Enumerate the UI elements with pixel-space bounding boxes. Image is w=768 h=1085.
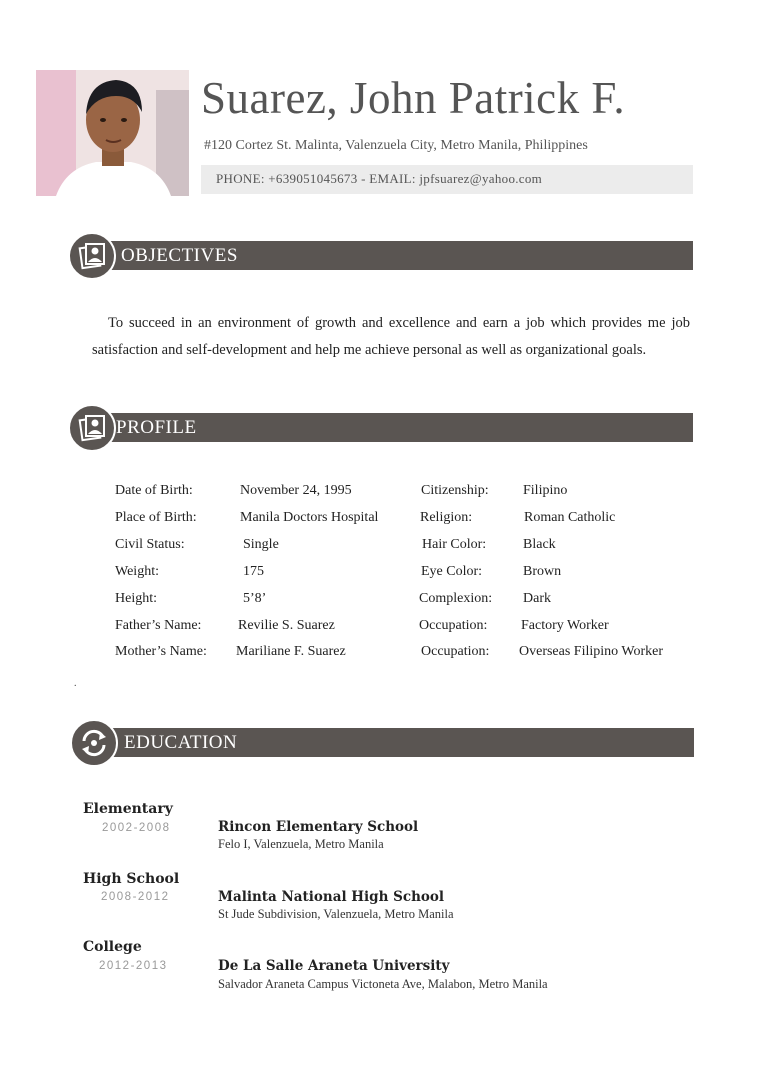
profile-label: Eye Color: xyxy=(421,564,483,579)
profile-label: Hair Color: xyxy=(422,537,487,552)
stray-mark: . xyxy=(74,678,77,689)
profile-label: Weight: xyxy=(115,564,159,579)
portrait-icon xyxy=(68,232,116,280)
portrait-icon xyxy=(68,404,116,452)
school-name: De La Salle Araneta University xyxy=(218,958,450,974)
profile-label: Height: xyxy=(115,591,157,606)
profile-value: 5’8’ xyxy=(243,591,267,606)
profile-title: PROFILE xyxy=(116,417,197,438)
profile-header xyxy=(90,413,693,442)
objectives-title: OBJECTIVES xyxy=(121,245,238,266)
education-level: Elementary xyxy=(83,801,173,817)
education-title: EDUCATION xyxy=(124,732,238,753)
school-name: Rincon Elementary School xyxy=(218,819,419,835)
profile-value: Black xyxy=(523,537,556,552)
profile-value: Single xyxy=(243,537,279,552)
profile-label: Date of Birth: xyxy=(115,483,193,498)
profile-value: November 24, 1995 xyxy=(240,483,352,498)
profile-value: Roman Catholic xyxy=(524,510,616,525)
profile-photo xyxy=(36,70,189,196)
profile-label: Place of Birth: xyxy=(115,510,197,525)
profile-label: Complexion: xyxy=(419,591,493,606)
full-name: Suarez, John Patrick F. xyxy=(201,73,626,123)
cycle-icon xyxy=(70,719,118,767)
profile-label: Citizenship: xyxy=(421,483,489,498)
contact-bar xyxy=(201,165,693,194)
education-years: 2008-2012 xyxy=(101,891,170,903)
profile-value: Factory Worker xyxy=(521,618,609,633)
profile-label: Occupation: xyxy=(421,644,490,659)
profile-value: Dark xyxy=(523,591,551,606)
education-level: College xyxy=(83,939,142,955)
profile-value: Overseas Filipino Worker xyxy=(519,644,664,659)
education-years: 2002-2008 xyxy=(102,822,171,834)
home-address: #120 Cortez St. Malinta, Valenzuela City, Metro Manila, Philippines xyxy=(204,138,588,153)
profile-value: Mariliane F. Suarez xyxy=(236,644,346,659)
objectives-header xyxy=(90,241,693,270)
education-header xyxy=(90,728,694,757)
education-level: High School xyxy=(83,871,180,887)
education-years: 2012-2013 xyxy=(99,960,168,972)
profile-label: Religion: xyxy=(420,510,473,525)
school-address: St Jude Subdivision, Valenzuela, Metro Manila xyxy=(218,907,454,921)
objective-text: To succeed in an environment of growth and excellence and earn a job which provides me job satisfaction and self-development and help me achieve personal as well as organizational goals. xyxy=(92,315,690,358)
profile-value: Revilie S. Suarez xyxy=(238,618,335,633)
profile-label: Mother’s Name: xyxy=(115,644,207,659)
school-name: Malinta National High School xyxy=(218,889,445,905)
profile-value: 175 xyxy=(243,564,264,579)
profile-label: Civil Status: xyxy=(115,537,185,552)
profile-label: Father’s Name: xyxy=(115,618,202,633)
contact-info: PHONE: +639051045673 - EMAIL: jpfsuarez@yahoo.com xyxy=(216,171,543,186)
school-address: Felo I, Valenzuela, Metro Manila xyxy=(218,837,384,851)
person-photo-icon xyxy=(36,70,189,196)
profile-value: Brown xyxy=(523,564,562,579)
profile-label: Occupation: xyxy=(419,618,488,633)
profile-value: Manila Doctors Hospital xyxy=(240,510,379,525)
school-address: Salvador Araneta Campus Victoneta Ave, Malabon, Metro Manila xyxy=(218,977,548,991)
profile-value: Filipino xyxy=(523,483,568,498)
